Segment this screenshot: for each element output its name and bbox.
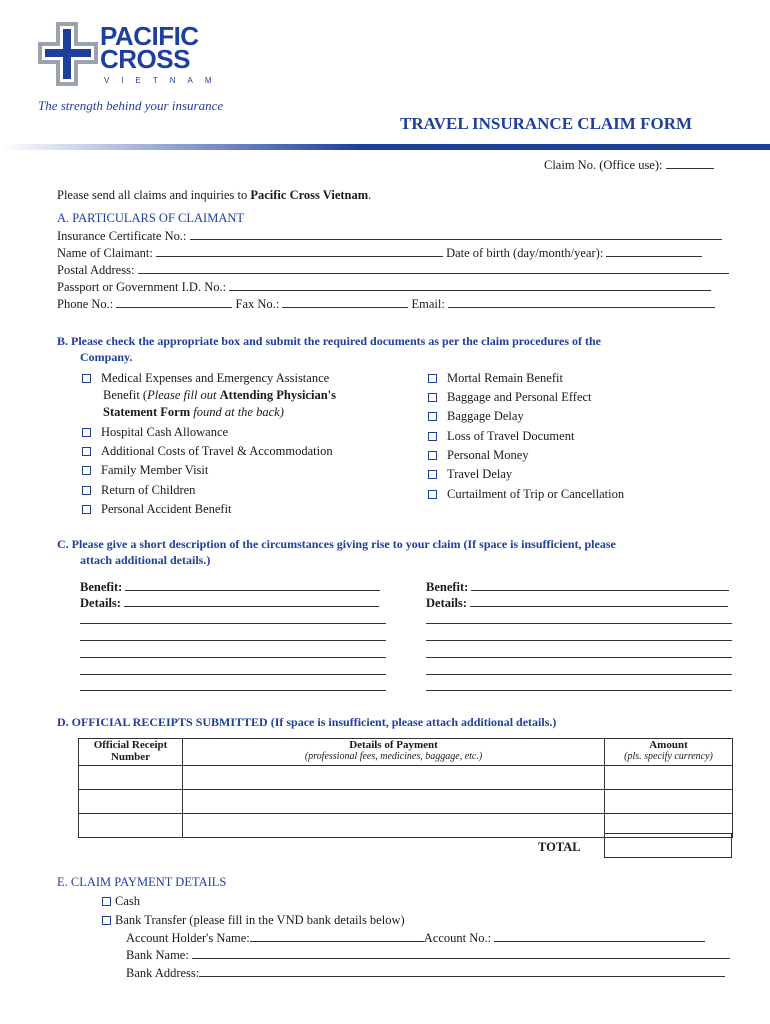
checkbox-label: Baggage and Personal Effect <box>447 390 592 404</box>
payment-option-bank-transfer[interactable] <box>102 913 405 928</box>
medical-note-line3 <box>103 405 284 420</box>
company-logo <box>38 18 238 98</box>
bank-name-label: Bank Name: <box>126 948 189 962</box>
benefit-label: Benefit: <box>80 580 123 594</box>
cash-label: Cash <box>115 894 140 908</box>
checkbox-icon[interactable] <box>82 374 91 383</box>
checkbox-icon[interactable] <box>428 470 437 479</box>
checkbox-label: Loss of Travel Document <box>447 429 575 443</box>
checkbox-label: Travel Delay <box>447 467 513 481</box>
col-amount-line1: Amount <box>649 739 688 751</box>
intro-text <box>57 188 371 203</box>
passport-field[interactable] <box>229 281 711 291</box>
benefit-field[interactable] <box>125 581 380 591</box>
medical-note-location: found at the back) <box>190 405 284 419</box>
details-row-left <box>80 596 379 611</box>
col-receipt-number-line2: Number <box>110 751 151 763</box>
checkbox-icon[interactable] <box>82 486 91 495</box>
checkbox-icon[interactable] <box>428 393 437 402</box>
fax-label: Fax No.: <box>235 297 280 311</box>
email-label: Email: <box>411 297 445 311</box>
details-extra-line[interactable] <box>426 631 732 641</box>
phone-field[interactable] <box>116 298 232 308</box>
postal-address-field[interactable] <box>138 264 729 274</box>
bank-name-row <box>126 948 730 963</box>
details-extra-line[interactable] <box>80 648 386 658</box>
bank-transfer-label: Bank Transfer (please fill in the VND bank details below) <box>115 913 405 927</box>
amount-cell[interactable] <box>605 766 733 790</box>
checkbox-icon[interactable] <box>428 432 437 441</box>
checkbox-item-personal-accident[interactable] <box>82 502 232 517</box>
section-d-heading: D. OFFICIAL RECEIPTS SUBMITTED (If space is insufficient, please attach additional details.) <box>57 715 557 729</box>
receipt-number-cell[interactable] <box>79 814 183 838</box>
intro-prefix: Please send all claims and inquiries to <box>57 188 251 202</box>
checkbox-item-additional-costs[interactable] <box>82 444 333 459</box>
total-amount-field[interactable] <box>604 833 732 858</box>
details-extra-line[interactable] <box>80 665 386 675</box>
checkbox-icon[interactable] <box>82 447 91 456</box>
checkbox-item-return-children[interactable] <box>82 483 195 498</box>
checkbox-label: Personal Accident Benefit <box>101 502 232 516</box>
account-no-label: Account No.: <box>423 931 492 945</box>
bank-name-field[interactable] <box>192 949 730 959</box>
cross-logo-icon <box>38 22 98 86</box>
email-field[interactable] <box>448 298 715 308</box>
postal-address-row <box>57 263 729 278</box>
checkbox-label: Hospital Cash Allowance <box>101 425 229 439</box>
details-extra-line[interactable] <box>80 614 386 624</box>
section-c-heading-line1: C. Please give a short description of the circumstances giving rise to your claim (If space is insufficient, please <box>57 537 616 551</box>
receipt-number-cell[interactable] <box>79 766 183 790</box>
intro-suffix: . <box>368 188 372 202</box>
section-b-heading-line1: B. Please check the appropriate box and submit the required documents as per the claim procedures of the <box>57 334 601 348</box>
total-label: TOTAL <box>538 840 581 854</box>
checkbox-item-medical[interactable] <box>82 371 329 386</box>
checkbox-icon[interactable] <box>428 374 437 383</box>
details-extra-line[interactable] <box>426 614 732 624</box>
claim-no-label: Claim No. (Office use): <box>544 158 663 172</box>
section-c-heading-line2: attach additional details.) <box>80 553 211 567</box>
checkbox-label: Mortal Remain Benefit <box>447 371 563 385</box>
section-e-heading: E. CLAIM PAYMENT DETAILS <box>57 875 227 889</box>
col-payment-details <box>183 739 605 766</box>
benefit-row-left <box>80 580 380 595</box>
table-header-row <box>79 739 733 766</box>
passport-label: Passport or Government I.D. No.: <box>57 280 227 294</box>
checkbox-item-baggage-delay[interactable] <box>428 409 524 424</box>
insurance-cert-row <box>57 229 722 244</box>
section-b-heading-line2: Company. <box>80 350 133 364</box>
payment-details-cell[interactable] <box>183 766 605 790</box>
logo-text-pacific: PACIFIC <box>100 21 199 51</box>
medical-note-bold: Attending Physician's <box>219 388 336 402</box>
intro-company: Pacific Cross Vietnam <box>250 188 369 202</box>
checkbox-label: Curtailment of Trip or Cancellation <box>447 487 625 501</box>
bank-address-field[interactable] <box>199 967 725 977</box>
checkbox-label: Baggage Delay <box>447 409 524 423</box>
contact-row <box>57 297 715 312</box>
fax-field[interactable] <box>282 298 408 308</box>
checkbox-item-family-visit[interactable] <box>82 463 208 478</box>
receipt-number-cell[interactable] <box>79 790 183 814</box>
checkbox-icon[interactable] <box>428 412 437 421</box>
checkbox-label: Medical Expenses and Emergency Assistance <box>101 371 330 385</box>
amount-cell[interactable] <box>605 790 733 814</box>
medical-note-prefix: Benefit ( <box>103 388 148 402</box>
col-receipt-number <box>79 739 183 766</box>
tagline: The strength behind your insurance <box>38 98 224 113</box>
details-extra-line[interactable] <box>426 681 732 691</box>
checkbox-icon[interactable] <box>102 916 111 925</box>
col-payment-details-line2: (professional fees, medicines, baggage, etc.) <box>304 751 483 762</box>
details-label: Details: <box>426 596 467 610</box>
checkbox-item-loss-travel-doc[interactable] <box>428 429 574 444</box>
checkbox-item-hospital-cash[interactable] <box>82 425 228 440</box>
dob-label: Date of birth (day/month/year): <box>446 246 604 260</box>
insurance-cert-field[interactable] <box>190 230 722 240</box>
checkbox-icon[interactable] <box>102 897 111 906</box>
checkbox-label: Return of Children <box>101 483 196 497</box>
payment-option-cash[interactable] <box>102 894 140 909</box>
phone-label: Phone No.: <box>57 297 114 311</box>
title-bar-fade <box>0 144 360 150</box>
details-extra-line[interactable] <box>80 631 386 641</box>
details-extra-line[interactable] <box>426 648 732 658</box>
checkbox-icon[interactable] <box>428 490 437 499</box>
payment-details-cell[interactable] <box>183 814 605 838</box>
checkbox-item-baggage-personal[interactable] <box>428 390 592 405</box>
checkbox-item-mortal-remain[interactable] <box>428 371 563 386</box>
insurance-cert-label: Insurance Certificate No.: <box>57 229 187 243</box>
details-extra-line[interactable] <box>80 681 386 691</box>
logo-text-cross: CROSS <box>100 44 190 74</box>
details-extra-line[interactable] <box>426 665 732 675</box>
details-field[interactable] <box>470 597 728 607</box>
payment-details-cell[interactable] <box>183 790 605 814</box>
col-amount <box>605 739 733 766</box>
account-no-field[interactable] <box>494 932 705 942</box>
details-row-right <box>426 596 728 611</box>
section-a-heading: A. PARTICULARS OF CLAIMANT <box>57 211 245 225</box>
checkbox-item-curtailment[interactable] <box>428 487 624 502</box>
passport-row <box>57 280 711 295</box>
checkbox-label: Family Member Visit <box>101 463 209 477</box>
checkbox-icon[interactable] <box>428 451 437 460</box>
benefit-field[interactable] <box>471 581 729 591</box>
claim-no-row <box>544 158 714 173</box>
form-title: TRAVEL INSURANCE CLAIM FORM <box>400 114 693 133</box>
account-holder-field[interactable] <box>250 932 424 942</box>
receipts-table <box>78 738 733 838</box>
benefit-label: Benefit: <box>426 580 469 594</box>
logo-text-vietnam: VIETNAM <box>104 76 224 85</box>
table-row[interactable] <box>79 766 733 790</box>
dob-field[interactable] <box>606 247 702 257</box>
checkbox-label: Additional Costs of Travel & Accommodation <box>101 444 333 458</box>
postal-address-label: Postal Address: <box>57 263 135 277</box>
checkbox-label: Personal Money <box>447 448 529 462</box>
claim-no-field[interactable] <box>666 159 714 169</box>
col-receipt-number-line1: Official Receipt <box>93 739 168 751</box>
checkbox-icon[interactable] <box>82 428 91 437</box>
checkbox-item-travel-delay[interactable] <box>428 467 512 482</box>
col-payment-details-line1: Details of Payment <box>349 739 438 751</box>
details-label: Details: <box>80 596 121 610</box>
claimant-name-row <box>57 246 702 261</box>
account-holder-label: Account Holder's Name: <box>126 931 250 945</box>
col-amount-line2: (pls. specify currency) <box>624 751 713 762</box>
bank-address-label: Bank Address: <box>126 966 200 980</box>
details-field[interactable] <box>124 597 379 607</box>
account-row <box>126 931 705 946</box>
benefit-row-right <box>426 580 729 595</box>
checkbox-icon[interactable] <box>82 466 91 475</box>
claimant-name-field[interactable] <box>156 247 443 257</box>
claimant-name-label: Name of Claimant: <box>57 246 153 260</box>
medical-note-italic: Please fill out <box>147 388 220 402</box>
checkbox-item-personal-money[interactable] <box>428 448 529 463</box>
medical-note-line2 <box>103 388 336 403</box>
checkbox-icon[interactable] <box>82 505 91 514</box>
table-row[interactable] <box>79 790 733 814</box>
bank-address-row <box>126 966 725 981</box>
medical-note-form-name: Statement Form <box>103 405 191 419</box>
